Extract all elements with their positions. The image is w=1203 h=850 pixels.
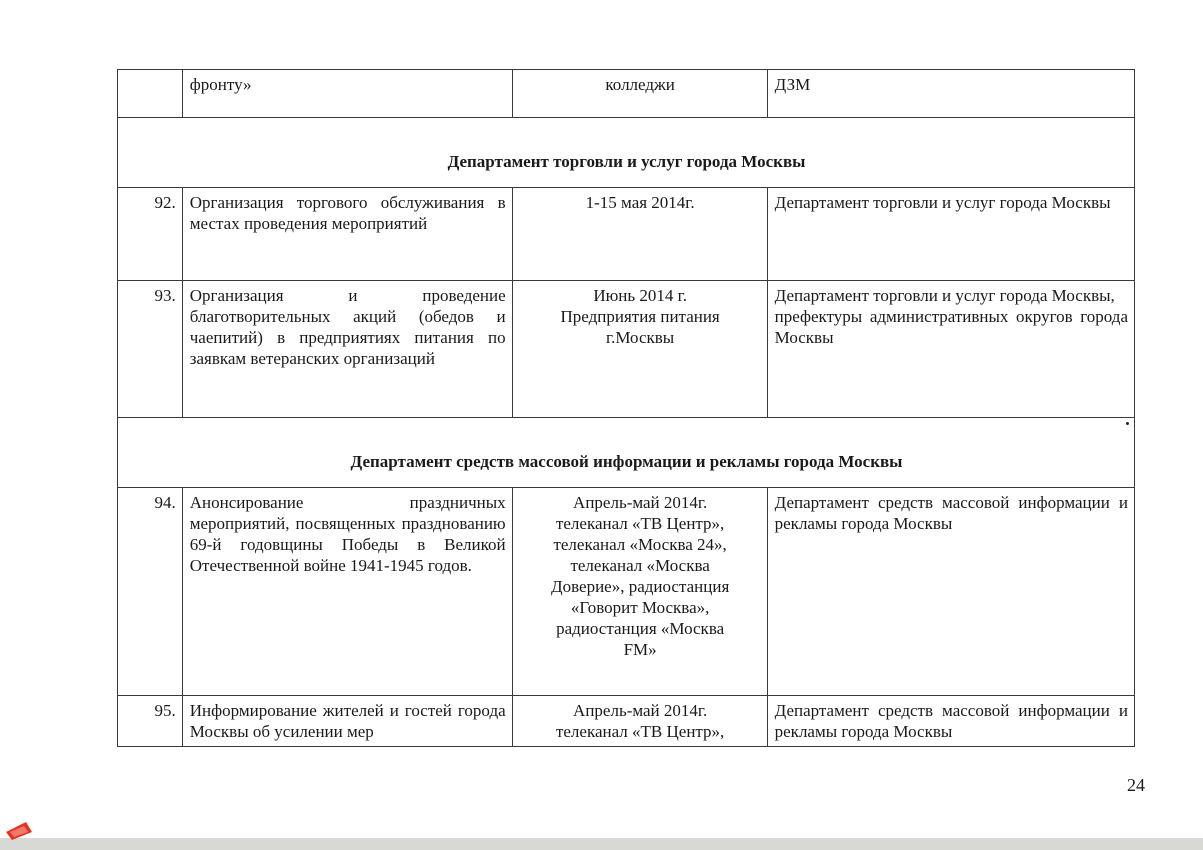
section-row bbox=[118, 418, 1135, 488]
table-row bbox=[118, 70, 1135, 118]
responsible-cell: Департамент торговли и услуг города Москвы, префектуры административных округов города Москвы bbox=[767, 281, 1134, 418]
date-cell: 1-15 мая 2014г. bbox=[512, 188, 767, 281]
event-text: Информирование жителей и гостей города Москвы об усилении мер bbox=[189, 701, 506, 741]
scan-dot bbox=[1126, 422, 1129, 425]
responsible-cell: Департамент средств массовой информации и рекламы города Москвы bbox=[767, 488, 1134, 696]
section-heading-trade: Департамент торговли и услуг города Москвы bbox=[118, 118, 1135, 188]
row-number: 92. bbox=[118, 188, 183, 281]
event-cell: Анонсирование праздничных мероприятий, посвященных празднованию 69-й годовщины Победы в Великой Отечественной войне 1941-1945 годов. bbox=[182, 488, 512, 696]
responsible-cell: Департамент торговли и услуг города Москвы bbox=[767, 188, 1134, 281]
scan-edge-strip bbox=[0, 838, 1203, 850]
date-cell: Июнь 2014 г. Предприятия питания г.Москвы bbox=[512, 281, 767, 418]
table-row bbox=[118, 188, 1135, 281]
row-number: 93. bbox=[118, 281, 183, 418]
table-row bbox=[118, 281, 1135, 418]
date-cell: колледжи bbox=[512, 70, 767, 118]
section-heading-media: Департамент средств массовой информации и рекламы города Москвы bbox=[118, 418, 1135, 488]
row-number bbox=[118, 70, 183, 118]
table-row bbox=[118, 696, 1135, 747]
row-number: 95. bbox=[118, 696, 183, 747]
corner-logo-icon bbox=[4, 818, 34, 842]
date-cell: Апрель-май 2014г. телеканал «ТВ Центр», телеканал «Москва 24», телеканал «Москва Доверие», радиостанция «Говорит Москва», радиостанция «Москва FM» bbox=[512, 488, 767, 696]
plan-table bbox=[117, 69, 1135, 747]
table-row bbox=[118, 488, 1135, 696]
event-cell bbox=[182, 696, 512, 747]
row-number: 94. bbox=[118, 488, 183, 696]
event-cell: Организация и проведение благотворительных акций (обедов и чаепитий) в предприятиях питания по заявкам ветеранских организаций bbox=[182, 281, 512, 418]
page-number: 24 bbox=[1127, 775, 1145, 795]
responsible-cell: Департамент средств массовой информации и рекламы города Москвы bbox=[767, 696, 1134, 747]
event-cell: Организация торгового обслуживания в местах проведения мероприятий bbox=[182, 188, 512, 281]
date-cell: Апрель-май 2014г. телеканал «ТВ Центр», bbox=[512, 696, 767, 747]
event-cell: фронту» bbox=[182, 70, 512, 118]
responsible-cell: ДЗМ bbox=[767, 70, 1134, 118]
section-row bbox=[118, 118, 1135, 188]
